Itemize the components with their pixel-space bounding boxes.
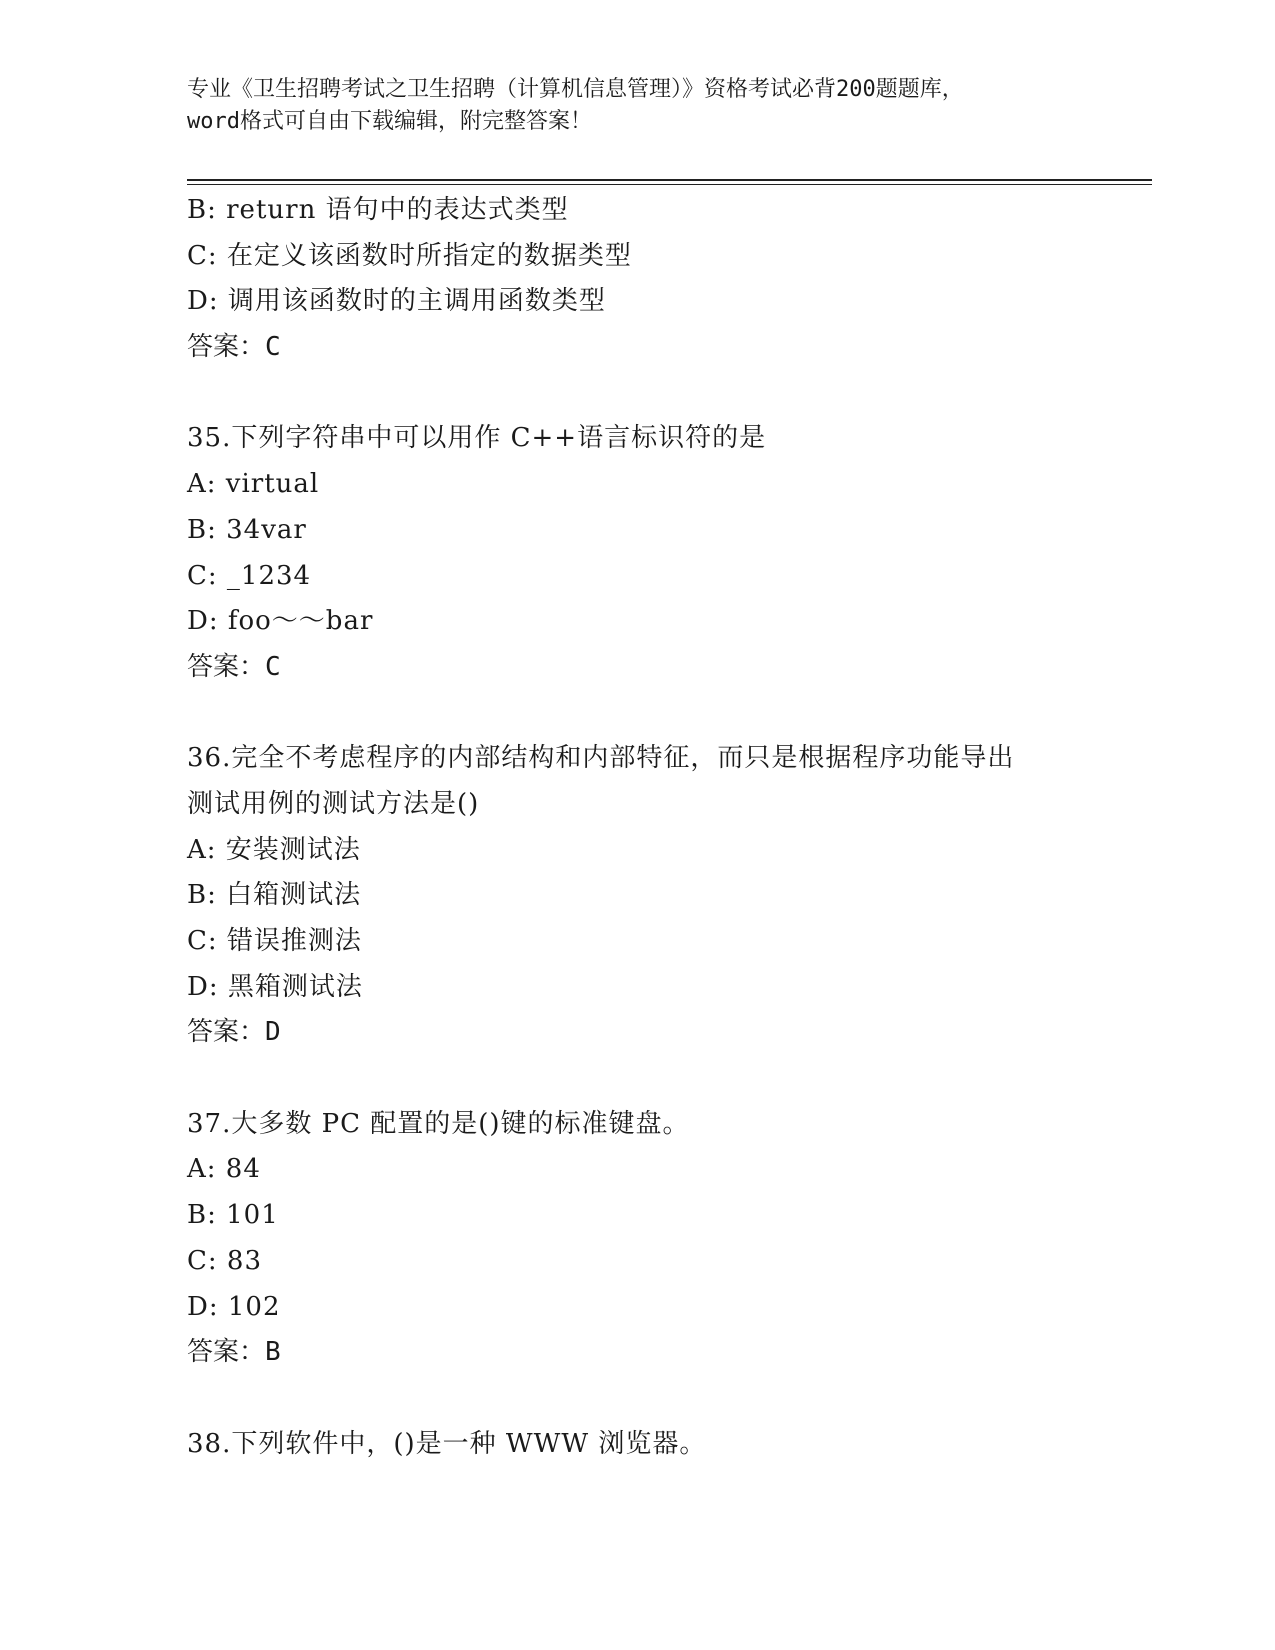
option-c: C: 错误推测法 [187, 926, 362, 956]
option-c: C: 83 [187, 1245, 263, 1276]
option-a: A: 安装测试法 [187, 834, 361, 865]
question-35 [187, 416, 1137, 690]
option-d: D: foo～～bar [187, 606, 374, 637]
answer-line: 答案：D [187, 1017, 281, 1048]
question-37 [187, 1102, 1137, 1376]
option-d: D: 黑箱测试法 [187, 971, 363, 1002]
option-b: B: 白箱测试法 [187, 880, 362, 911]
option-a: A: 84 [187, 1154, 261, 1185]
option-b: B: 34var [187, 514, 307, 545]
spacer [187, 1376, 1137, 1422]
answer-line: 答案：C [187, 651, 281, 682]
option-d: D: 102 [187, 1291, 281, 1322]
question-36 [187, 736, 1137, 1056]
option-b: B: return 语句中的表达式类型 [187, 195, 569, 225]
option-c: C: 在定义该函数时所指定的数据类型 [187, 240, 632, 271]
question-stem: 38.下列软件中，()是一种 WWW 浏览器。 [187, 1428, 707, 1459]
answer-line: 答案：C [187, 332, 281, 363]
option-d: D: 调用该函数时的主调用函数类型 [187, 286, 606, 317]
spacer [187, 1056, 1137, 1102]
question-stem: 36.完全不考虑程序的内部结构和内部特征，而只是根据程序功能导出 [187, 743, 1015, 774]
header-line-1: 专业《卫生招聘考试之卫生招聘（计算机信息管理）》资格考试必背200题题库， [187, 77, 964, 102]
question-stem: 37.大多数 PC 配置的是()键的标准键盘。 [187, 1108, 690, 1139]
answer-line: 答案：B [187, 1337, 281, 1368]
option-c: C: _1234 [187, 560, 312, 591]
question-stem-continued: 测试用例的测试方法是() [187, 788, 480, 819]
question-continuation [187, 188, 1137, 371]
option-a: A: virtual [187, 469, 320, 500]
option-b: B: 101 [187, 1200, 279, 1231]
document-header [187, 74, 1087, 138]
header-divider-thin [187, 184, 1152, 185]
spacer [187, 371, 1137, 417]
question-list [187, 188, 1137, 1467]
header-line-2: word格式可自由下载编辑，附完整答案！ [187, 109, 592, 134]
spacer [187, 691, 1137, 737]
question-stem: 35.下列字符串中可以用作 C++语言标识符的是 [187, 423, 767, 454]
header-divider-thick [187, 179, 1152, 181]
question-38 [187, 1422, 1137, 1468]
